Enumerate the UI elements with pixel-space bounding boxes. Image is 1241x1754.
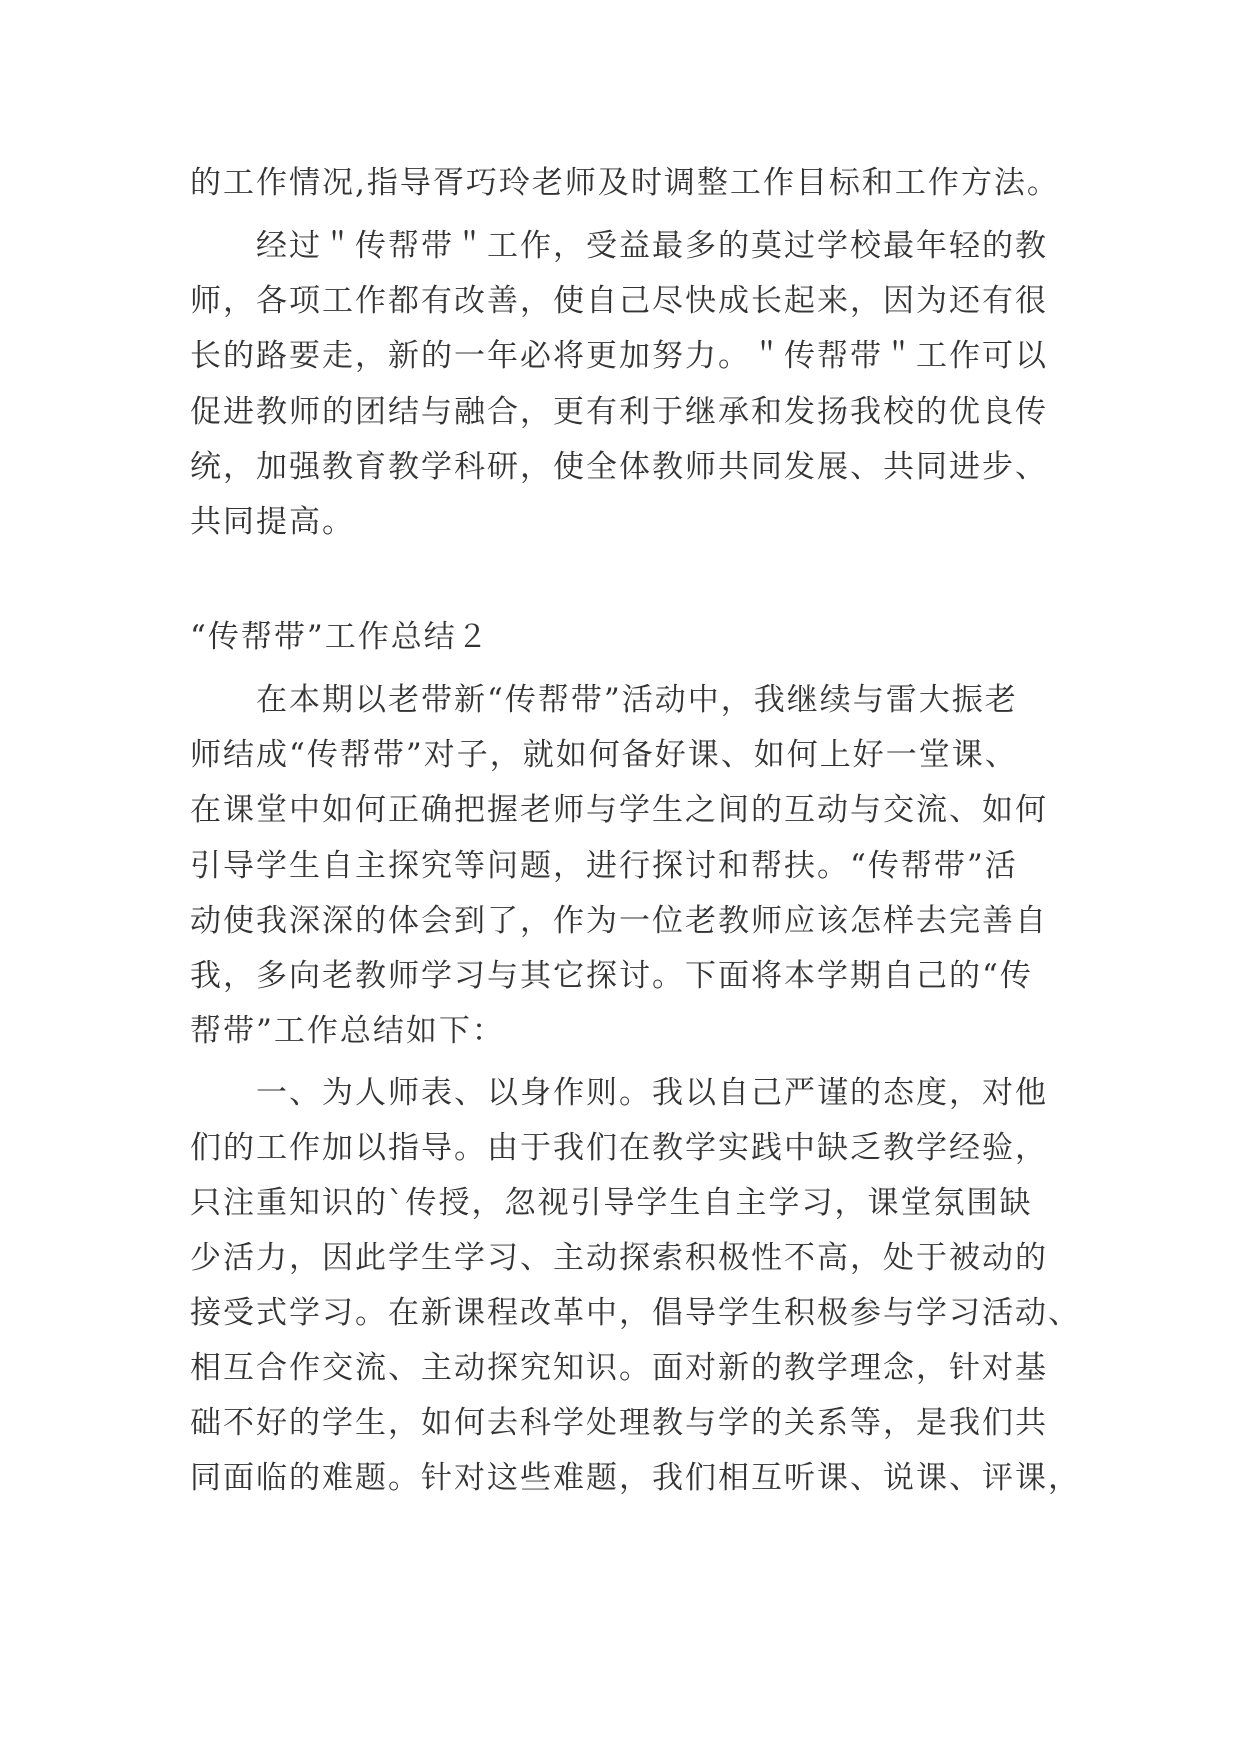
text-line: 们的工作加以指导。由于我们在教学实践中缺乏教学经验， (190, 1130, 1048, 1166)
text-line: 少活力，因此学生学习、主动探索积极性不高，处于被动的 (190, 1240, 1048, 1276)
section-heading: “传帮带”工作总结２ (190, 619, 490, 655)
text-line: 共同提高。 (190, 504, 355, 540)
text-line: 一、为人师表、以身作则。我以自己严谨的态度，对他 (190, 1075, 1048, 1111)
text-line: 相互合作交流、主动探究知识。面对新的教学理念，针对基 (190, 1350, 1048, 1386)
text-line: 同面临的难题。针对这些难题，我们相互听课、说课、评课， (190, 1460, 1081, 1496)
text-line: 我，多向老教师学习与其它探讨。下面将本学期自己的“传 (190, 958, 1033, 994)
text-line: 促进教师的团结与融合，更有利于继承和发扬我校的优良传 (190, 394, 1048, 430)
text-line: 动使我深深的体会到了，作为一位老教师应该怎样去完善自 (190, 903, 1048, 939)
text-line: 师，各项工作都有改善，使自己尽快成长起来，因为还有很 (190, 283, 1048, 319)
text-line: 帮带”工作总结如下： (190, 1013, 505, 1049)
text-line: 的工作情况,指导胥巧玲老师及时调整工作目标和工作方法。 (190, 165, 1060, 201)
text-line: 只注重知识的`传授，忽视引导学生自主学习，课堂氛围缺 (190, 1185, 1033, 1221)
text-line: 师结成“传帮带”对子，就如何备好课、如何上好一堂课、 (190, 737, 1018, 773)
text-line: 统，加强教育教学科研，使全体教师共同发展、共同进步、 (190, 449, 1048, 485)
text-line: 长的路要走，新的一年必将更加努力。＂传帮带＂工作可以 (190, 338, 1048, 374)
text-line: 引导学生自主探究等问题，进行探讨和帮扶。“传帮带”活 (190, 848, 1018, 884)
text-line: 础不好的学生，如何去科学处理教与学的关系等，是我们共 (190, 1405, 1048, 1441)
text-line: 在本期以老带新“传帮带”活动中，我继续与雷大振老 (190, 682, 1018, 718)
text-line: 经过＂传帮带＂工作，受益最多的莫过学校最年轻的教 (190, 228, 1048, 264)
text-line: 接受式学习。在新课程改革中，倡导学生积极参与学习活动、 (190, 1295, 1081, 1331)
text-line: 在课堂中如何正确把握老师与学生之间的互动与交流、如何 (190, 792, 1048, 828)
